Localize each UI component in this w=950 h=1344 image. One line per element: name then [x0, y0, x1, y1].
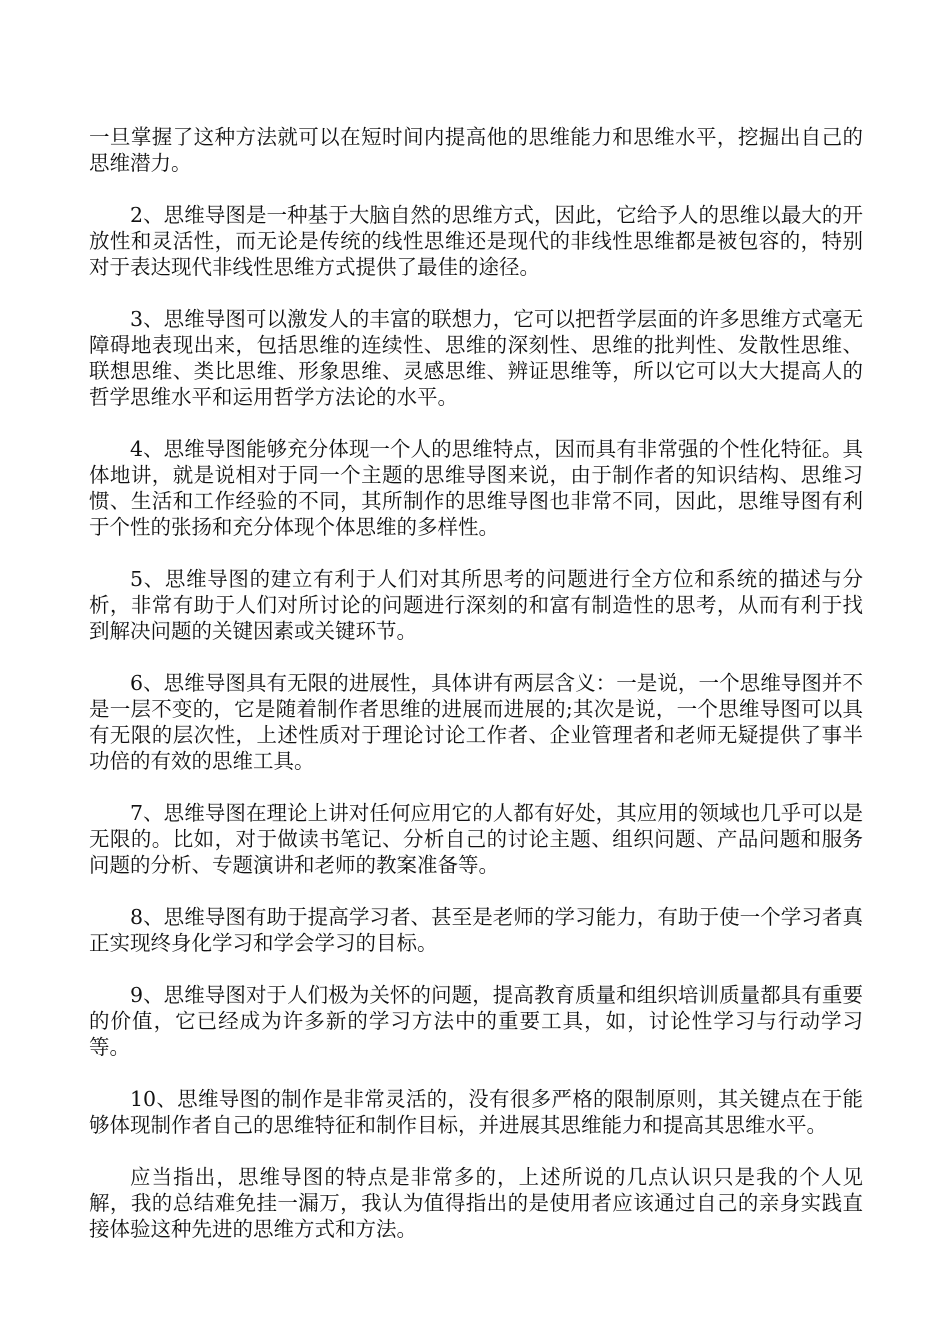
paragraph-point-2: 2、思维导图是一种基于大脑自然的思维方式，因此，它给予人的思维以最大的开放性和灵活性，而无论是传统的线性思维还是现代的非线性思维都是被包容的，特别对于表达现代非线性思维方式提供了最佳的途径。	[89, 203, 863, 279]
paragraph-point-10: 10、思维导图的制作是非常灵活的，没有很多严格的限制原则，其关键点在于能够体现制作者自己的思维特征和制作目标，并进展其思维能力和提高其思维水平。	[89, 1087, 863, 1137]
document-page	[89, 124, 863, 1268]
paragraph-continuation: 一旦掌握了这种方法就可以在短时间内提高他的思维能力和思维水平，挖掘出自己的思维潜力。	[89, 125, 863, 175]
paragraph-point-5: 5、思维导图的建立有利于人们对其所思考的问题进行全方位和系统的描述与分析，非常有助于人们对所讨论的问题进行深刻的和富有制造性的思考，从而有利于找到解决问题的关键因素或关键环节。	[89, 567, 863, 643]
paragraph-conclusion: 应当指出，思维导图的特点是非常多的，上述所说的几点认识只是我的个人见解，我的总结难免挂一漏万，我认为值得指出的是使用者应该通过自己的亲身实践直接体验这种先进的思维方式和方法。	[89, 1165, 863, 1241]
paragraph-point-4: 4、思维导图能够充分体现一个人的思维特点，因而具有非常强的个性化特征。具体地讲，就是说相对于同一个主题的思维导图来说，由于制作者的知识结构、思维习惯、生活和工作经验的不同，其所制作的思维导图也非常不同，因此，思维导图有利于个性的张扬和充分体现个体思维的多样性。	[89, 437, 863, 539]
paragraph-point-3: 3、思维导图可以激发人的丰富的联想力，它可以把哲学层面的许多思维方式毫无障碍地表现出来，包括思维的连续性、思维的深刻性、思维的批判性、发散性思维、联想思维、类比思维、形象思维、灵感思维、辨证思维等，所以它可以大大提高人的哲学思维水平和运用哲学方法论的水平。	[89, 307, 863, 409]
paragraph-point-6: 6、思维导图具有无限的进展性，具体讲有两层含义：一是说，一个思维导图并不是一层不变的，它是随着制作者思维的进展而进展的;其次是说，一个思维导图可以具有无限的层次性，上述性质对于理论讨论工作者、企业管理者和老师无疑提供了事半功倍的有效的思维工具。	[89, 671, 863, 773]
paragraph-point-8: 8、思维导图有助于提高学习者、甚至是老师的学习能力，有助于使一个学习者真正实现终身化学习和学会学习的目标。	[89, 905, 863, 955]
paragraph-point-7: 7、思维导图在理论上讲对任何应用它的人都有好处，其应用的领域也几乎可以是无限的。比如，对于做读书笔记、分析自己的讨论主题、组织问题、产品问题和服务问题的分析、专题演讲和老师的教案准备等。	[89, 801, 863, 877]
paragraph-point-9: 9、思维导图对于人们极为关怀的问题，提高教育质量和组织培训质量都具有重要的价值，它已经成为许多新的学习方法中的重要工具，如，讨论性学习与行动学习等。	[89, 983, 863, 1059]
